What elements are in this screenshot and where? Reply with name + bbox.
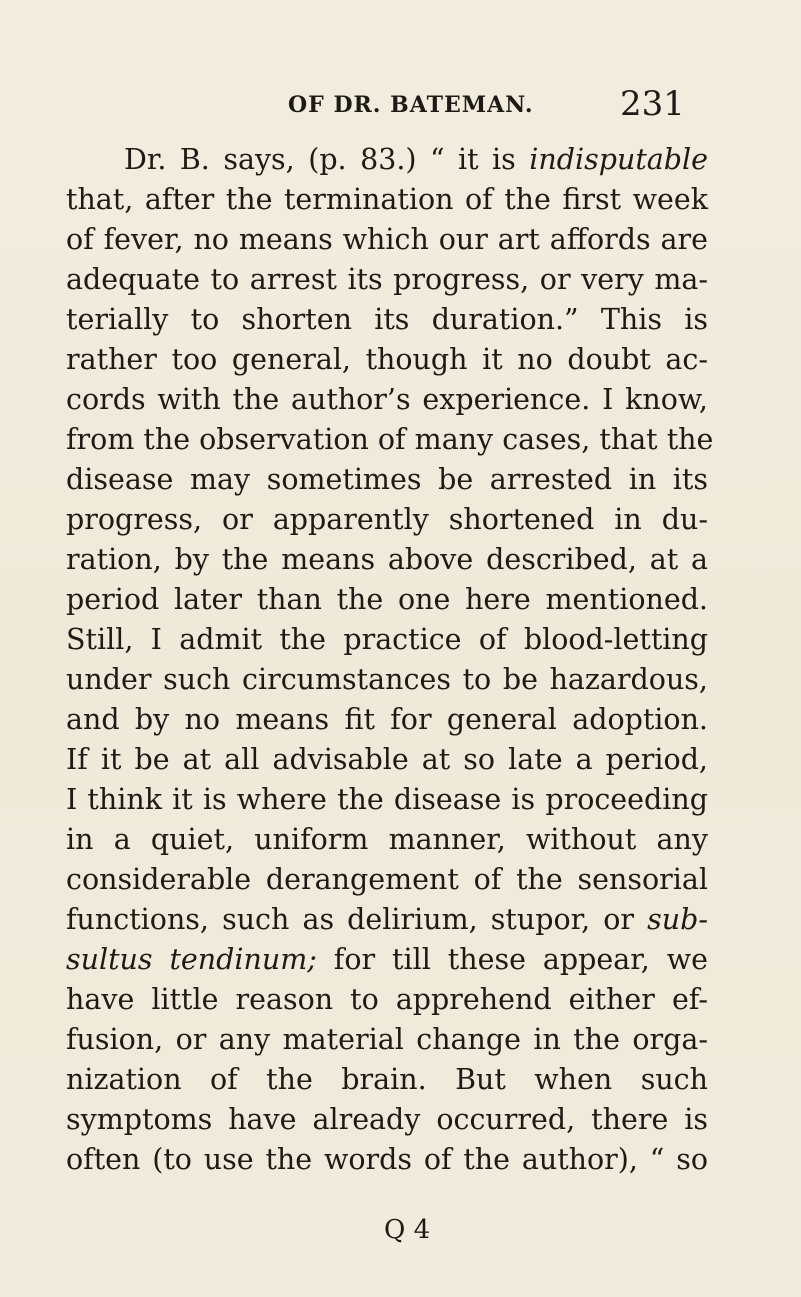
running-head-title: OF DR. BATEMAN. xyxy=(288,92,534,118)
text-line: cords with the author’s experience. I know, xyxy=(66,383,708,416)
text-line: terially to shorten its duration.” This is xyxy=(66,303,708,336)
text-line: from the observation of many cases, that the xyxy=(66,423,714,456)
italic-phrase: sultus tendinum; xyxy=(66,943,317,976)
italic-phrase: indisputable xyxy=(529,143,708,176)
running-head xyxy=(0,84,801,128)
text-line: progress, or apparently shortened in du- xyxy=(66,503,708,536)
text-line: symptoms have already occurred, there is xyxy=(66,1103,708,1136)
text-line: Dr. B. says, (p. 83.) “ it is indisputable xyxy=(124,143,708,176)
text-line: rather too general, though it no doubt ac- xyxy=(66,343,708,376)
text-line: period later than the one here mentioned. xyxy=(66,583,708,616)
text-line: Still, I admit the practice of blood-letting xyxy=(66,623,708,656)
text-line: If it be at all advisable at so late a period, xyxy=(66,743,708,776)
text-line: often (to use the words of the author), “ so xyxy=(66,1143,708,1176)
text-line: disease may sometimes be arrested in its xyxy=(66,463,708,496)
text-line: in a quiet, uniform manner, without any xyxy=(66,823,708,856)
text-line: under such circumstances to be hazardous, xyxy=(66,663,708,696)
text-line: have little reason to apprehend either ef- xyxy=(66,983,708,1016)
page-number: 231 xyxy=(620,84,685,124)
text-line: functions, such as delirium, stupor, or sub- xyxy=(66,903,708,936)
text-line: of fever, no means which our art affords are xyxy=(66,223,708,256)
text-line: and by no means fit for general adoption. xyxy=(66,703,708,736)
text-line: fusion, or any material change in the orga- xyxy=(66,1023,708,1056)
text-line: I think it is where the disease is proceeding xyxy=(66,783,708,816)
text-line: considerable derangement of the sensorial xyxy=(66,863,708,896)
text-line: adequate to arrest its progress, or very ma- xyxy=(66,263,708,296)
text-line: sultus tendinum; for till these appear, we xyxy=(66,943,708,976)
italic-phrase: sub- xyxy=(647,903,708,936)
text-line: nization of the brain. But when such xyxy=(66,1063,708,1096)
signature-mark: Q 4 xyxy=(384,1215,431,1245)
text-line: ration, by the means above described, at a xyxy=(66,543,708,576)
text-line: that, after the termination of the first week xyxy=(66,183,708,216)
